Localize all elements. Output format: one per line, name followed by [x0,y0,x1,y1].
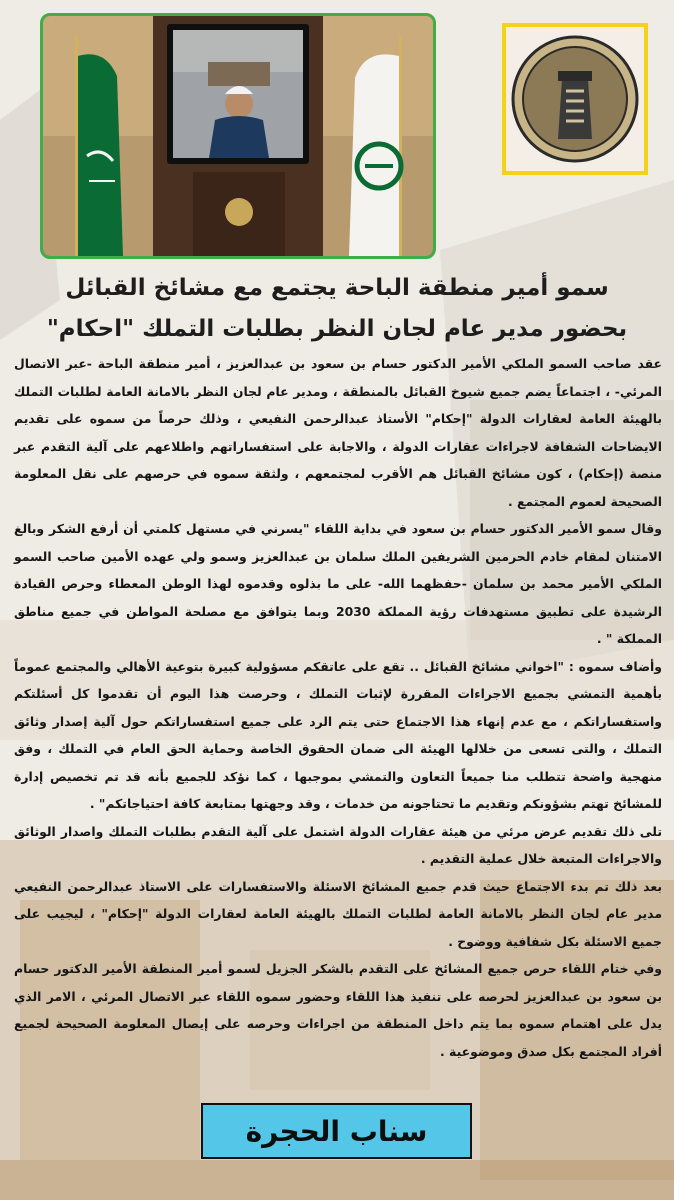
snap-alhajra-logo [502,23,648,175]
article-paragraph-2: وقال سمو الأمير الدكتور حسام بن سعود في بداية اللقاء "يسرني في مستهل كلمتي أن أرفع الشكر وبالغ الامتنان لمقام خادم الحرمين الشريفين الملك سلمان بن عبدالعزيز وسمو ولي عهده الأمين صاحب السمو الملكي الأمير محمد بن سلمان -حفظهما الله- على ما بذلوه وقدموه لهذا الوطن المعطاء وحرص القيادة الرشيدة على تطبيق مستهدفات رؤية المملكة 2030 وبما يتوافق مع مصلحة المواطن في جميع مناطق المملكة " . [14,521,662,646]
meeting-photo [40,13,436,259]
watchtower-icon [506,27,644,171]
article-paragraph-3: وأضاف سموه : "اخواني مشائخ القبائل .. تقع على عاتقكم مسؤولية كبيرة بتوعية الأهالي والمجتمع عموماً بأهمية التمشي بجميع الاجراءات المقررة لإثبات التملك ، وحرصت هذا اليوم أن تقدموا كل أسئلتكم واستفساراتكم ، مع عدم إنهاء هذا الاجتماع حتى يتم الرد على جميع استفساراتكم حول آلية إصدار وثائق التملك ، والتى تسعى من خلالها الهيئة الى ضمان الحقوق الخاصة وحماية الحق العام في التملك ، وفق منهجية واضحة تتطلب منا جميعاً التعاون والتمشي بموجبها ، كما نؤكد للجميع بأنه قد تم تخصيص إدارة للمشائخ تهتم بشؤونكم وتقديم ما تحتاجونه من خدمات ، وقد وجهتها بمتابعة كافة احتياجاتكم" . [14,658,662,811]
headline-line-1: سمو أمير منطقة الباحة يجتمع مع مشائخ القبائل [65,275,609,301]
article-paragraph-5: بعد ذلك تم بدء الاجتماع حيث قدم جميع المشائخ الاسئلة والاستفسارات على الاستاذ عبدالرحمن النفيعي مدير عام لجان النظر بالامانة العامة لطلبات التملك بالهيئة العامة لعقارات الدولة "إحكام" ، ليجيب على جميع الاسئلة بكل شفافية ووضوح . [14,878,662,949]
article-paragraph-6: وفي ختام اللقاء حرص جميع المشائخ على التقدم بالشكر الجزيل لسمو أمير المنطقة الأمير الدكتور حسام بن سعود بن عبدالعزيز لحرصه على تنفيذ هذا اللقاء وحضور سموه اللقاء عبر الاتصال المرئي ، الامر الذي يدل على اهتمام سموه بما يتم داخل المنطقة من اجراءات وحرصه على إيصال المعلومة الصحيحة لجميع أفراد المجتمع بكل صدق وموضوعية . [14,961,662,1059]
headline [18,268,656,350]
article-paragraph-1: عقد صاحب السمو الملكي الأمير الدكتور حسام بن سعود بن عبدالعزيز ، أمير منطقة الباحة -عبر الاتصال المرئي- ، اجتماعاً يضم جميع شيوخ القبائل بالمنطقة ، ومدير عام لجان النظر بالامانة العامة لطلبات التملك بالهيئة العامة لعقارات الدولة "إحكام" الأستاذ عبدالرحمن النفيعي ، وذلك حرصاً من سموه على تقديم الايضاحات الشفافة لاجراءات عقارات الدولة ، والاجابة على استفساراتهم واطلاعهم على آلية التقدم عبر منصة (إحكام) ، كون مشائخ القبائل هم الأقرب لمجتمعهم ، ولثقة سموه في حرصهم على نقل المعلومة الصحيحة لعموم المجتمع . [14,356,662,509]
article-body [14,350,662,1065]
footer-banner: سناب الحجرة [201,1103,472,1159]
headline-line-2: بحضور مدير عام لجان النظر بطلبات التملك "احكام" [46,316,628,342]
meeting-photo-illustration [43,16,433,256]
emblem-icon [225,198,253,226]
article-paragraph-4: تلى ذلك تقديم عرض مرئي من هيئة عقارات الدولة اشتمل على آلية التقدم بطلبات التملك واصدار الوثائق والاجراءات المتبعة خلال عملية التقديم . [14,823,662,866]
